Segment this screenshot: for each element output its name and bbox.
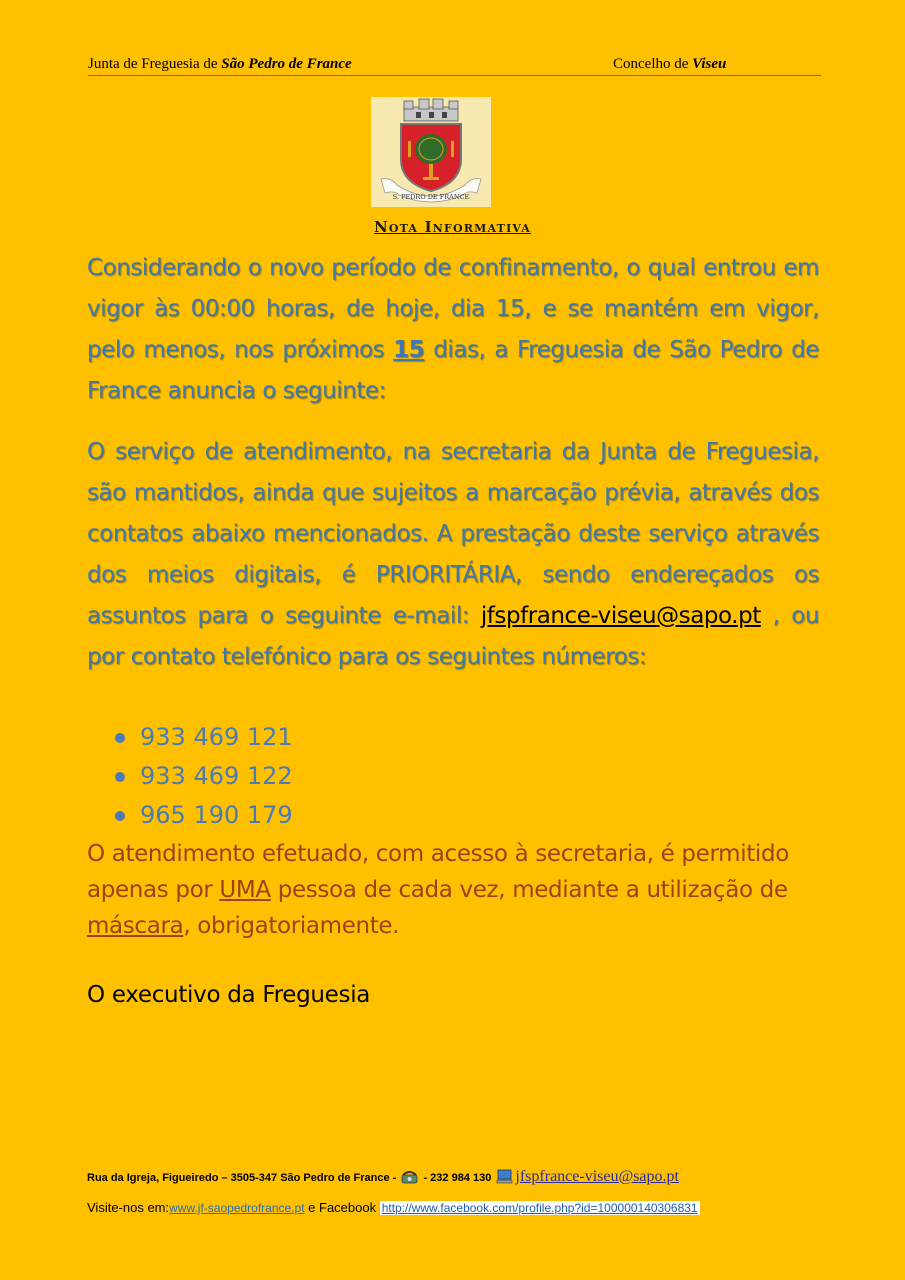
document-title: Nota Informativa xyxy=(373,218,532,236)
footer-address: Rua da Igreja, Figueiredo – 3505-347 São Pedro de France - xyxy=(87,1172,400,1184)
bullet-icon xyxy=(115,811,125,821)
paragraph-service: O serviço de atendimento, na secretaria da Junta de Freguesia, são mantidos, ainda que sujeitos a marcação prévia, através dos contatos abaixo mencionados. A prestação deste serviço através dos meios digitais, é PRIORITÁRIA, sendo endereçados os assuntos para o seguinte e-mail: jfspfrance-viseu@sapo.pt , ou por contato telefónico para os seguintes números: xyxy=(87,439,819,670)
header-parish: Junta de Freguesia de São Pedro de France xyxy=(88,56,352,72)
header-municipality-name: Viseu xyxy=(692,56,727,72)
signature: O executivo da Freguesia xyxy=(87,982,371,1008)
coat-of-arms-icon xyxy=(371,97,491,207)
facebook-link[interactable]: http://www.facebook.com/profile.php?id=100000140306831 xyxy=(381,1201,698,1215)
header-municipality: Concelho de Viseu xyxy=(613,56,727,72)
uma-emphasis: UMA xyxy=(219,877,271,903)
paragraph-attendance: O atendimento efetuado, com acesso à secretaria, é permitido apenas por UMA pessoa de cada vez, mediante a utilização de máscara, obrigatoriamente. xyxy=(87,841,789,939)
crest-ribbon-text: S. PEDRO DE FRANCE xyxy=(392,193,470,201)
website-link[interactable]: www.jf-saopedrofrance.pt xyxy=(169,1201,305,1215)
list-item xyxy=(112,757,293,796)
phone-list xyxy=(112,718,293,835)
email-link[interactable]: jfspfrance-viseu@sapo.pt xyxy=(480,603,761,629)
footer-email-link[interactable]: jfspfrance-viseu@sapo.pt xyxy=(515,1168,679,1185)
computer-icon xyxy=(496,1169,513,1184)
telephone-icon xyxy=(401,1170,418,1184)
phone-number: 933 469 122 xyxy=(140,762,293,790)
paragraph-confinement: Considerando o novo período de confinamento, o qual entrou em vigor às 00:00 horas, de hoje, dia 15, e se mantém em vigor, pelo menos, nos próximos 15 dias, a Freguesia de São Pedro de France anuncia o seguinte: xyxy=(87,255,820,404)
header-parish-name: São Pedro de France xyxy=(221,56,352,72)
days-count: 15 xyxy=(393,337,425,363)
bullet-icon xyxy=(115,733,125,743)
footer-contact xyxy=(87,1168,679,1186)
footer-visit: Visite-nos em:www.jf-saopedrofrance.pt e Facebook http://www.facebook.com/profile.php?id=100000140306831 xyxy=(87,1200,698,1215)
list-item xyxy=(112,796,293,835)
mask-emphasis: máscara xyxy=(87,913,184,939)
phone-number: 965 190 179 xyxy=(140,801,293,829)
bullet-icon xyxy=(115,772,125,782)
list-item xyxy=(112,718,293,757)
page-header xyxy=(88,56,821,76)
footer-phone: - 232 984 130 xyxy=(420,1172,495,1184)
phone-number: 933 469 121 xyxy=(140,723,293,751)
